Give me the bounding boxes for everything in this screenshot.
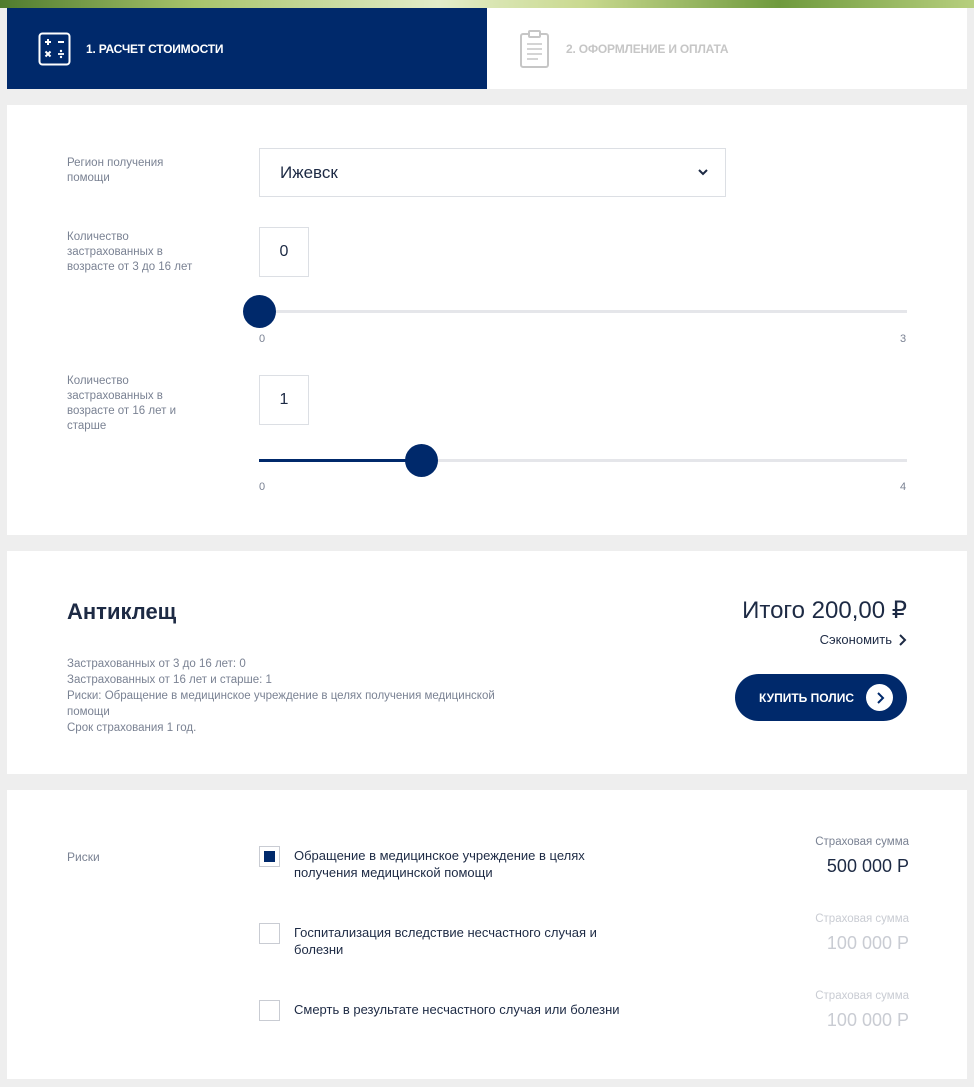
summary-line: Застрахованных от 16 лет и старше: 1 <box>67 674 272 686</box>
chevron-down-icon <box>697 166 709 178</box>
arrow-right-icon <box>866 684 893 711</box>
save-link-label: Сэкономить <box>819 632 892 647</box>
region-select-value: Ижевск <box>280 162 338 182</box>
risk-item <box>259 913 909 983</box>
adults-slider-max: 4 <box>900 481 907 493</box>
kids-slider-max: 3 <box>900 333 907 345</box>
adults-slider-min: 0 <box>259 481 266 493</box>
risk-checkbox[interactable] <box>259 846 280 867</box>
kids-count-slider[interactable] <box>259 295 907 329</box>
buy-policy-button[interactable] <box>735 674 907 721</box>
product-title: Антиклещ <box>67 599 177 624</box>
summary-line: Застрахованных от 3 до 16 лет: 0 <box>67 658 246 670</box>
insured-sum-value: 100 000 Р <box>826 933 909 953</box>
insured-sum-value: 100 000 Р <box>826 1010 909 1030</box>
risk-label: Смерть в результате несчастного случая или болезни <box>294 1002 620 1017</box>
slider-fill <box>259 459 421 462</box>
insured-sum-caption: Страховая сумма <box>815 913 909 925</box>
step-checkout-label: 2. ОФОРМЛЕНИЕ И ОПЛАТА <box>566 41 729 56</box>
region-select[interactable] <box>259 148 726 197</box>
summary-line: Срок страхования 1 год. <box>67 722 197 734</box>
risk-item <box>259 836 909 906</box>
chevron-right-icon <box>898 634 907 646</box>
policy-summary <box>7 551 967 774</box>
step-calculation[interactable] <box>7 8 487 89</box>
risks-label: Риски <box>67 850 100 864</box>
risk-item <box>259 990 909 1060</box>
risk-label: Госпитализация вследствие несчастного случая и болезни <box>294 925 597 957</box>
slider-track <box>259 310 907 313</box>
summary-details <box>67 656 537 736</box>
calculator-form <box>7 105 967 535</box>
adults-count-slider[interactable] <box>259 444 907 478</box>
total-price: Итого 200,00 ₽ <box>742 597 907 624</box>
risk-checkbox[interactable] <box>259 923 280 944</box>
risk-label: Обращение в медицинское учреждение в целях получения медицинской помощи <box>294 848 585 880</box>
header-banner-image <box>0 0 974 8</box>
save-link[interactable] <box>820 632 907 647</box>
risk-checkbox[interactable] <box>259 1000 280 1021</box>
slider-handle[interactable] <box>243 295 276 328</box>
step-checkout[interactable] <box>487 8 967 89</box>
kids-count-input[interactable]: 0 <box>259 227 309 277</box>
slider-handle[interactable] <box>405 444 438 477</box>
insured-sum-caption: Страховая сумма <box>815 990 909 1002</box>
step-calculation-label: 1. РАСЧЕТ СТОИМОСТИ <box>86 41 224 56</box>
insured-sum-value: 500 000 Р <box>826 856 909 876</box>
clipboard-icon <box>518 29 551 69</box>
adults-count-label: Количество застрахованных в возрасте от 16 лет и старше <box>67 375 176 432</box>
calculator-icon <box>38 32 71 66</box>
summary-line: Риски: Обращение в медицинское учреждение в целях получения медицинской помощи <box>67 690 495 718</box>
risks-section <box>7 790 967 1079</box>
insured-sum-caption: Страховая сумма <box>815 836 909 848</box>
steps-bar <box>7 8 967 89</box>
adults-count-input[interactable]: 1 <box>259 375 309 425</box>
region-label: Регион получения помощи <box>67 157 164 184</box>
kids-slider-min: 0 <box>259 333 266 345</box>
buy-policy-label: КУПИТЬ ПОЛИС <box>759 690 854 705</box>
kids-count-label: Количество застрахованных в возрасте от 3 до 16 лет <box>67 231 193 273</box>
